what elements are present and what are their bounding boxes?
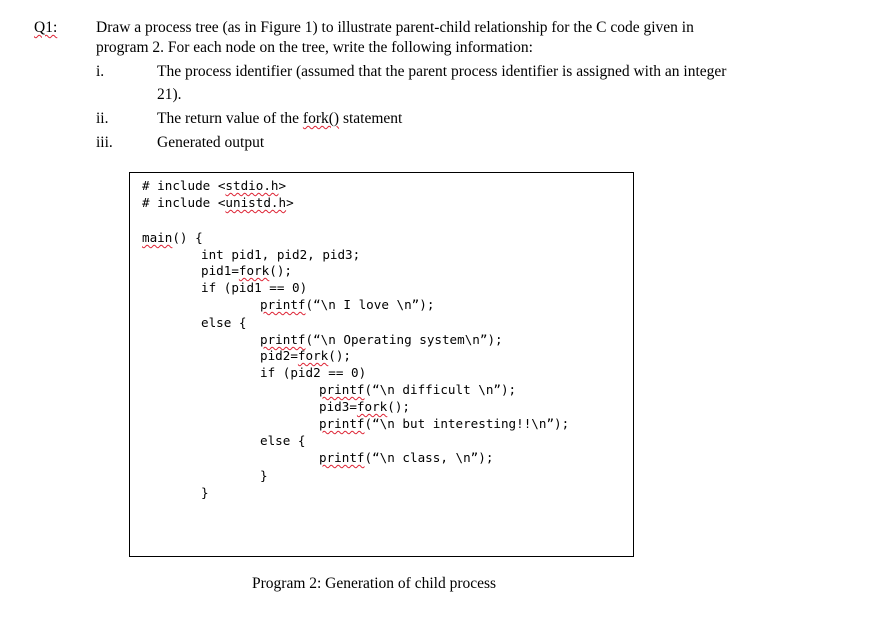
list-item-text: statement (339, 110, 403, 127)
code-text: fork (297, 348, 329, 363)
code-line (142, 197, 294, 210)
code-text: pid2= (260, 348, 298, 363)
code-line (142, 232, 203, 245)
code-line (319, 418, 569, 431)
code-text: (“\n but interesting!!\n”); (364, 416, 570, 431)
code-line: else { (260, 433, 306, 448)
code-text: # include < (142, 195, 226, 210)
code-line (260, 334, 503, 347)
list-numeral: iii. (96, 134, 113, 151)
code-text: pid3= (319, 399, 357, 414)
code-text: (); (328, 348, 352, 363)
list-numeral: ii. (96, 110, 109, 127)
code-text: (“\n difficult \n”); (364, 382, 517, 397)
code-line (260, 350, 351, 363)
code-line: else { (201, 315, 247, 330)
code-text: (); (387, 399, 411, 414)
list-item: The process identifier (assumed that the parent process identifier is assigned with an integer (157, 63, 727, 80)
list-numeral: i. (96, 63, 105, 80)
code-text: stdio.h (225, 178, 279, 193)
code-text: > (286, 195, 294, 210)
code-text: # include < (142, 178, 226, 193)
code-text: fork (356, 399, 388, 414)
code-text: pid1= (201, 263, 239, 278)
code-text: printf (319, 450, 365, 465)
code-text: printf (260, 297, 306, 312)
question-label-text: Q1: (34, 19, 58, 36)
code-text: (“\n class, \n”); (364, 450, 494, 465)
code-text: unistd.h (225, 195, 287, 210)
code-text: (“\n Operating system\n”); (305, 332, 503, 347)
code-text: > (278, 178, 287, 193)
code-text: (“\n I love \n”); (305, 297, 435, 312)
intro-line-2: program 2. For each node on the tree, write the following information: (96, 39, 533, 56)
code-line (319, 401, 410, 414)
code-line: int pid1, pid2, pid3; (201, 247, 361, 262)
code-text: fork (238, 263, 270, 278)
code-line (260, 299, 434, 312)
code-text: printf (319, 382, 365, 397)
code-line (319, 384, 516, 397)
code-text: main (142, 230, 173, 245)
figure-caption: Program 2: Generation of child process (252, 575, 497, 592)
code-line (142, 180, 286, 193)
code-line: } (201, 485, 209, 500)
code-line (201, 265, 292, 278)
code-text: printf (319, 416, 365, 431)
code-line: if (pid1 == 0) (201, 280, 308, 295)
fork-term: fork() (302, 110, 340, 127)
code-line: if (pid2 == 0) (260, 365, 367, 380)
code-text: () { (172, 230, 203, 245)
list-item-continuation: 21). (157, 86, 182, 103)
code-line: } (260, 468, 268, 483)
code-text: (); (269, 263, 293, 278)
list-item: Generated output (157, 134, 265, 151)
list-item (157, 111, 402, 127)
intro-line-1: Draw a process tree (as in Figure 1) to illustrate parent-child relationship for the C code given in (96, 19, 694, 36)
code-text: printf (260, 332, 306, 347)
code-line (319, 452, 493, 465)
list-item-text: The return value of the (157, 110, 303, 127)
question-label (34, 20, 57, 36)
